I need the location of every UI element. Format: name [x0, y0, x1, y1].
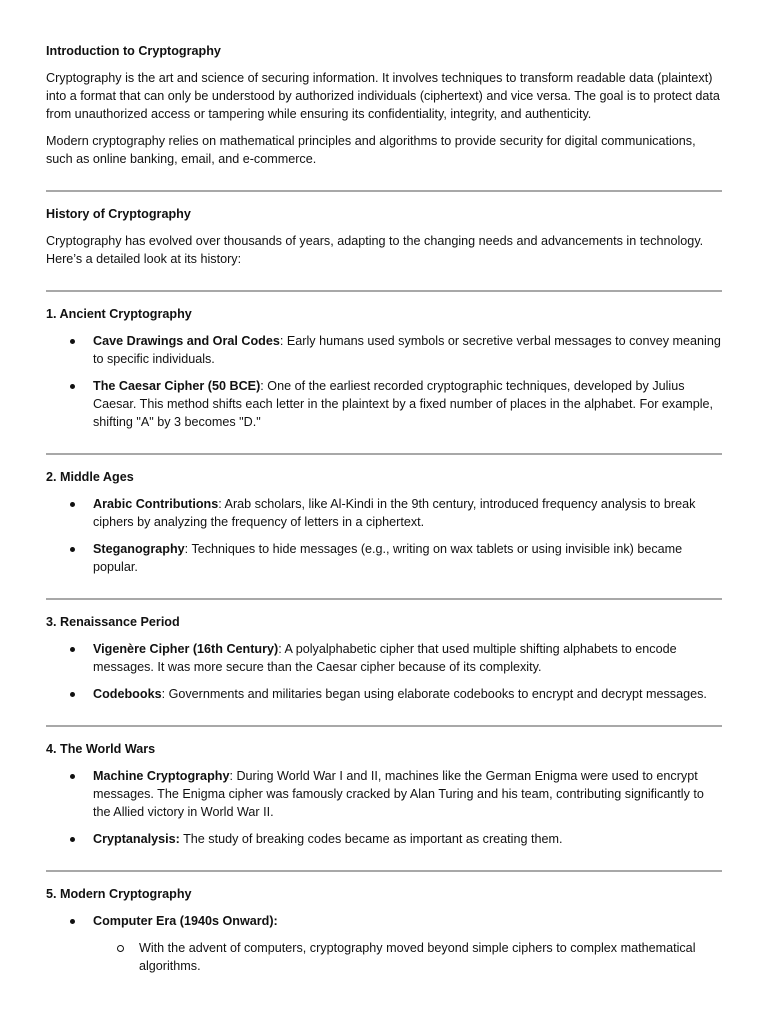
section-divider	[46, 190, 722, 192]
intro-paragraph-2: Modern cryptography relies on mathematical principles and algorithms to provide security for digital communications, such as online banking, email, and e-commerce.	[46, 134, 696, 166]
list-item-term: Cave Drawings and Oral Codes	[93, 334, 280, 348]
list-item-term: Computer Era (1940s Onward):	[93, 914, 278, 928]
bullet-list	[46, 640, 722, 703]
list-item-text: : Techniques to hide messages (e.g., writing on wax tablets or using invisible ink) became popular.	[93, 542, 683, 574]
list-item-term: Codebooks	[93, 687, 162, 701]
bullet-list	[46, 767, 722, 848]
bullet-list	[46, 912, 722, 975]
history-paragraph: Cryptography has evolved over thousands of years, adapting to the changing needs and advancements in technology. Here’s a detailed look at its history:	[46, 234, 704, 266]
list-item	[46, 640, 722, 676]
list-item	[46, 830, 722, 848]
list-item-term: Machine Cryptography	[93, 769, 230, 783]
list-item-text: The study of breaking codes became as important as creating them.	[179, 832, 563, 846]
bullet-list	[46, 332, 722, 431]
list-item	[46, 377, 722, 431]
section-divider	[46, 725, 722, 727]
sub-list-item: With the advent of computers, cryptography moved beyond simple ciphers to complex mathematical algorithms.	[93, 939, 722, 975]
list-item	[46, 767, 722, 821]
section-divider	[46, 870, 722, 872]
list-item-text: : Arab scholars, like Al-Kindi in the 9th century, introduced frequency analysis to break ciphers by analyzing the frequency of letters in a ciphertext.	[93, 497, 696, 529]
section-heading-modern: 5. Modern Cryptography	[46, 887, 192, 901]
intro-heading: Introduction to Cryptography	[46, 44, 221, 58]
section-heading-renaissance: 3. Renaissance Period	[46, 615, 180, 629]
document-body	[46, 42, 722, 975]
list-item	[46, 912, 722, 975]
list-item-term: Cryptanalysis:	[93, 832, 180, 846]
list-item-text: : A polyalphabetic cipher that used multiple shifting alphabets to encode messages. It was more secure than the Caesar cipher because of its complexity.	[93, 642, 677, 674]
history-heading: History of Cryptography	[46, 207, 191, 221]
list-item	[46, 685, 722, 703]
list-item	[46, 495, 722, 531]
section-heading-middle-ages: 2. Middle Ages	[46, 470, 134, 484]
list-item-term: The Caesar Cipher (50 BCE)	[93, 379, 261, 393]
list-item-text: : During World War I and II, machines like the German Enigma were used to encrypt messages. The Enigma cipher was famously cracked by Alan Turing and his team, contributing significantly to the Allied victory in World War II.	[93, 769, 704, 819]
list-item-term: Vigenère Cipher (16th Century)	[93, 642, 279, 656]
section-divider	[46, 290, 722, 292]
section-divider	[46, 598, 722, 600]
list-item	[46, 332, 722, 368]
list-item	[46, 540, 722, 576]
intro-paragraph-1: Cryptography is the art and science of securing information. It involves techniques to transform readable data (plaintext) into a format that can only be understood by authorized individuals (ciphertext) and vice versa. The goal is to protect data from unauthorized access or tampering while ensuring its confidentiality, integrity, and authenticity.	[46, 71, 720, 121]
list-item-text: : Governments and militaries began using elaborate codebooks to encrypt and decrypt messages.	[161, 687, 707, 701]
section-heading-world-wars: 4. The World Wars	[46, 742, 156, 756]
section-heading-ancient: 1. Ancient Cryptography	[46, 307, 192, 321]
sub-bullet-list	[93, 939, 722, 975]
list-item-term: Steganography	[93, 542, 185, 556]
list-item-term: Arabic Contributions	[93, 497, 219, 511]
list-item-text: : Early humans used symbols or secretive verbal messages to convey meaning to specific individuals.	[93, 334, 721, 366]
list-item-text: : One of the earliest recorded cryptographic techniques, developed by Julius Caesar. This method shifts each letter in the plaintext by a fixed number of places in the alphabet. For example, shifting "A" by 3 becomes "D."	[93, 379, 714, 429]
section-divider	[46, 453, 722, 455]
bullet-list	[46, 495, 722, 576]
